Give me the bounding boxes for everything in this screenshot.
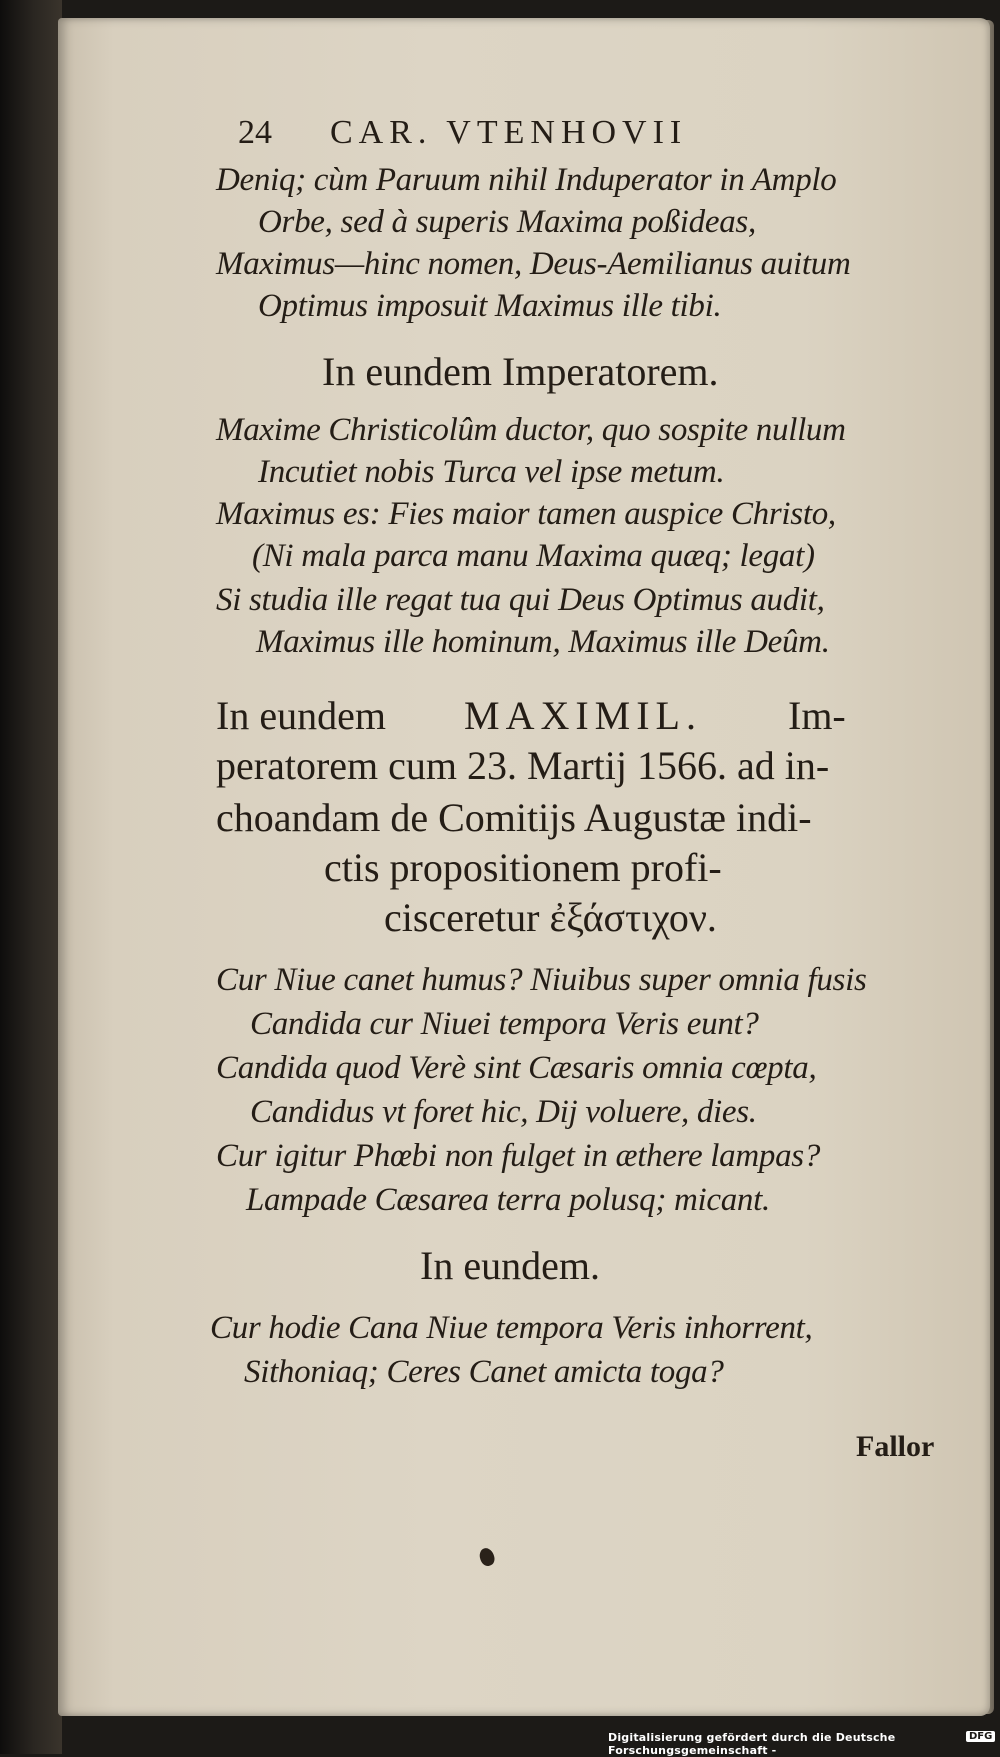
book-spine <box>0 0 62 1754</box>
dfg-logo: DFG <box>966 1731 995 1742</box>
verse-line: Sithoniaq; Ceres Canet amicta toga? <box>244 1354 724 1390</box>
verse-line: Candida quod Verè sint Cæsaris omnia cœpta, <box>216 1050 817 1086</box>
verse-line: Deniq; cùm Paruum nihil Induperator in Amplo <box>216 162 837 198</box>
page-number: 24 <box>238 114 272 151</box>
section-heading: cisceretur ἐξάστιχον. <box>384 895 717 940</box>
verse-line: Maximus es: Fies maior tamen auspice Christo, <box>216 496 836 532</box>
verse-line: Cur igitur Phœbi non fulget in æthere lampas? <box>216 1138 821 1174</box>
verse-line: Cur hodie Cana Niue tempora Veris inhorrent, <box>210 1310 813 1346</box>
verse-line: (Ni mala parca manu Maxima quæq; legat) <box>252 538 815 574</box>
section-heading-caps: MAXIMIL. <box>464 693 702 738</box>
section-heading: In eundem <box>216 693 386 738</box>
section-heading: Im- <box>788 693 846 738</box>
section-heading: In eundem Imperatorem. <box>322 349 719 394</box>
verse-line: Candida cur Niuei tempora Veris eunt? <box>250 1006 759 1042</box>
verse-line: Maximus ille hominum, Maximus ille Deûm. <box>256 624 830 660</box>
section-heading: In eundem. <box>420 1243 600 1288</box>
verse-line: Incutiet nobis Turca vel ipse metum. <box>258 454 725 490</box>
verse-line: Maximus—hinc nomen, Deus-Aemilianus auitum <box>216 246 851 282</box>
section-heading: peratorem cum 23. Martij 1566. ad in- <box>216 743 830 788</box>
verse-line: Lampade Cæsarea terra polusq; micant. <box>246 1182 770 1218</box>
verse-line: Maxime Christicolûm ductor, quo sospite nullum <box>216 412 846 448</box>
section-heading: ctis propositionem profi- <box>324 845 722 890</box>
verse-line: Si studia ille regat tua qui Deus Optimus audit, <box>216 582 825 618</box>
verse-line: Orbe, sed à superis Maxima poßideas, <box>258 204 756 240</box>
verse-line: Candidus vt foret hic, Dij voluere, dies. <box>250 1094 757 1130</box>
section-heading: choandam de Comitijs Augustæ indi- <box>216 795 812 840</box>
verse-line: Cur Niue canet humus? Niuibus super omnia fusis <box>216 962 867 998</box>
catchword: Fallor <box>856 1430 935 1463</box>
running-head-title: CAR. VTENHOVII <box>330 114 688 151</box>
digitization-credit: Digitalisierung gefördert durch die Deutsche Forschungsgemeinschaft - <box>608 1731 896 1757</box>
verse-line: Optimus imposuit Maximus ille tibi. <box>258 288 722 324</box>
